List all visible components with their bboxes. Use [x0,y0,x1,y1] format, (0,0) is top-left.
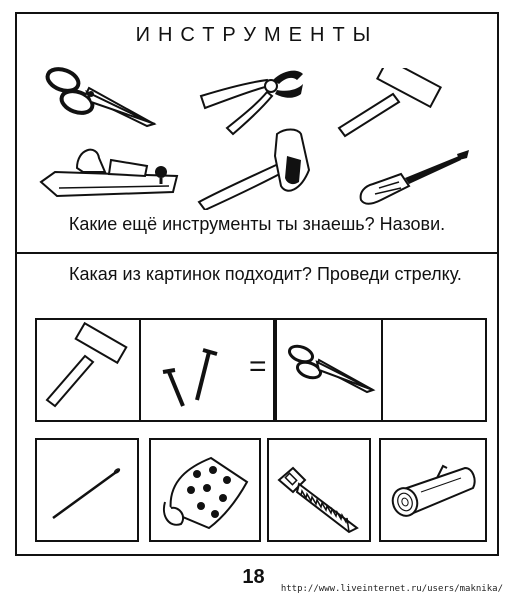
source-url: http://www.liveinternet.ru/users/maknika/ [280,584,503,594]
section-divider [17,252,497,254]
fabric-icon [151,440,259,540]
saw-icon [269,440,369,540]
axe-icon [191,126,321,210]
needle-icon [37,440,137,540]
scissors-icon [277,320,381,420]
equation-box-scissors [275,318,383,422]
hammer-icon [37,320,139,420]
log-icon [381,440,485,540]
question-tools: Какие ещё инструменты ты знаешь? Назови. [68,214,446,234]
page-title: ИНСТРУМЕНТЫ [135,24,379,46]
choice-box-saw[interactable] [267,438,371,542]
question-match: Какая из картинок подходит? Проведи стрелку. [69,264,462,284]
scissors-icon [39,62,159,132]
page-number: 18 [242,566,265,588]
equals-sign: = [249,350,267,383]
choice-box-fabric[interactable] [149,438,261,542]
choice-box-log[interactable] [379,438,487,542]
screwdriver-icon [355,148,475,208]
worksheet-frame [15,12,499,556]
plane-icon [37,138,187,202]
choice-box-needle[interactable] [35,438,139,542]
equation-box-hammer [35,318,141,422]
hammer-icon [335,68,445,148]
answer-box-empty[interactable] [381,318,487,422]
